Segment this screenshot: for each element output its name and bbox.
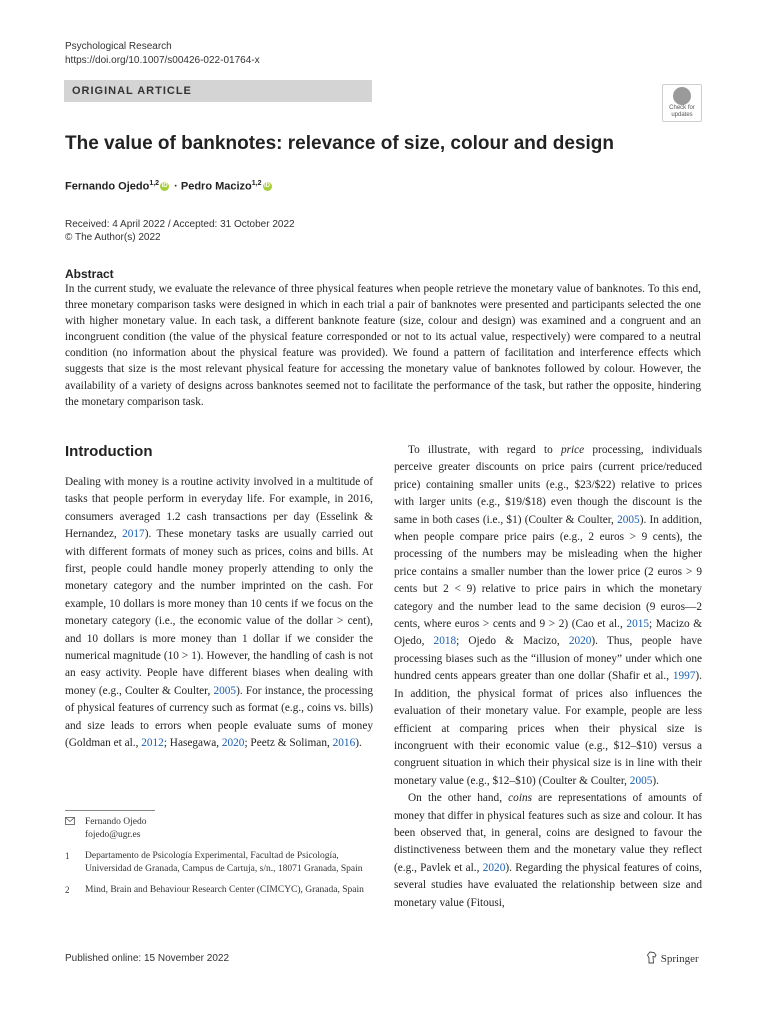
- emphasis: coins: [508, 792, 533, 805]
- citation-link[interactable]: 2005: [629, 774, 653, 787]
- body-text: ; Hasegawa,: [163, 737, 222, 750]
- body-text: To illustrate, with regard to: [408, 444, 561, 456]
- citation-link[interactable]: 2015: [626, 618, 650, 631]
- copyright-line: © The Author(s) 2022: [65, 232, 161, 243]
- contact-email[interactable]: fojedo@ugr.es: [85, 830, 141, 840]
- author-name[interactable]: Fernando Ojedo: [65, 180, 150, 193]
- footnote-divider: [65, 810, 155, 811]
- author-affiliation-marks: 1,2: [251, 180, 262, 187]
- envelope-icon: [65, 816, 85, 842]
- body-text: ). In addition, when people compare price pairs (e.g., 2 euros > 9 cents), the processing of the numbers may be misleading when the higher price contains a smaller number than the lower price (2 euros > 9 cents but 2 < 9) relative to price pairs in which the monetary category and the number lead to the same decision (9 euros—2 cents, where euros > cents and 9 > 2) (Cao et al.,: [394, 513, 702, 631]
- affiliation: [65, 850, 375, 876]
- publisher-name: Springer: [660, 953, 699, 965]
- journal-info: [65, 40, 260, 68]
- orcid-icon[interactable]: iD: [161, 183, 168, 190]
- badge-line2: updates: [671, 112, 693, 118]
- affiliation-text: Mind, Brain and Behaviour Research Center (CIMCYC), Granada, Spain: [85, 885, 364, 895]
- journal-name: Psychological Research: [65, 41, 172, 52]
- badge-line1: Check for: [669, 105, 695, 111]
- body-text: ).: [652, 774, 659, 787]
- published-date: Published online: 15 November 2022: [65, 953, 229, 964]
- abstract-heading: Abstract: [65, 267, 114, 281]
- body-text: ). In addition, the physical format of prices also influences the evaluation of their monetary value. For example, people are less efficient at comparing prices when their physical size is incongruent with their economic value (e.g., $12–$10) versus a congruent situation in which their physical size is in line with their monetary value (e.g., $12–$10) (Coulter & Coulter,: [394, 670, 702, 787]
- body-text: ). These monetary tasks are usually carried out with different formats of money such as prices, coins and bills. At first, people could handle money properly attending to only the monetary category and the number imprinted on the cash. For example, 10 dollars is more money than 10 cents if we focus on the monetary category (i.e., the economic value of the dollar > cent), and 10 dollars is more money than 1 dollar if we consider the numerical magnitude (10 > 1). However, the handling of cash is not an easy activity. People have different biases when dealing with money (e.g., Coulter & Coulter,: [65, 528, 374, 697]
- springer-horse-icon: [646, 951, 658, 964]
- citation-link[interactable]: 2020: [221, 737, 245, 750]
- affiliation-text: Departamento de Psicología Experimental, Facultad de Psicología, Universidad de Granada, Campus de Cartuja, s/n., 18071 Granada, Spain: [85, 851, 363, 874]
- author-separator: ·: [171, 180, 181, 193]
- body-text: ). Regarding the physical features of coins, several studies have evaluated the relationship between size and monetary value (Fitousi,: [394, 861, 702, 909]
- body-text: ; Peetz & Soliman,: [244, 737, 333, 750]
- citation-link[interactable]: 2016: [332, 737, 356, 750]
- footnotes: [65, 816, 375, 905]
- citation-link[interactable]: 1997: [672, 670, 696, 683]
- received-accepted-dates: Received: 4 April 2022 / Accepted: 31 October 2022: [65, 219, 295, 230]
- article-type-label: ORIGINAL ARTICLE: [64, 80, 372, 102]
- body-text: ). Thus, people have processing biases such as the “illusion of money” under which one hundred cents appears greater than one dollar (Shafir et al.,: [394, 635, 702, 683]
- author-list: [65, 180, 274, 193]
- abstract-text: In the current study, we evaluate the relevance of three physical features when people retrieve the monetary value of banknotes. To this end, three monetary comparison tasks were designed in which in each trial a pair of banknotes were presented and participants selected the one with higher monetary value. In each task, a different banknote feature (size, colour and design) was examined and a congruent and an incongruent condition (the value of the physical feature corresponded or not to its actual value, respectively) were compared to a neutral condition (no information about the physical feature was provided). We found a pattern of facilitation and interference effects which suggests that size is the most relevant physical feature for accessing the monetary value of banknotes followed by colour. However, the availability of a variety of designs across banknotes seemed not to facilitate the performance of the task, but rather the opposite, hindering the monetary comparison task.: [65, 283, 701, 408]
- citation-link[interactable]: 2018: [433, 635, 457, 648]
- citation-link[interactable]: 2012: [141, 737, 164, 750]
- citation-link[interactable]: 2005: [213, 684, 237, 697]
- orcid-icon[interactable]: iD: [264, 183, 270, 190]
- body-text: ). For instance, the processing of physical features of currency such as format (e.g., coins vs. bills) and size leads to errors when people evaluate sums of money (Goldman et al.,: [65, 684, 374, 750]
- right-column: [394, 442, 702, 912]
- citation-link[interactable]: 2017: [122, 528, 145, 541]
- body-text: Dealing with money is a routine activity involved in a multitude of tasks that people perform in everyday life. For example, in 2016, consumers averaged 1.2 cash transactions per day (Esselink & Hernandez,: [65, 476, 373, 541]
- introduction-heading: Introduction: [65, 443, 153, 460]
- body-text: ; Ojedo & Macizo,: [456, 635, 569, 648]
- citation-link[interactable]: 2005: [617, 513, 640, 526]
- citation-link[interactable]: 2020: [568, 635, 592, 648]
- author-name[interactable]: Pedro Macizo: [180, 180, 252, 193]
- author-affiliation-marks: 1,2: [149, 180, 160, 187]
- intro-paragraph: [394, 790, 702, 912]
- article-title: The value of banknotes: relevance of size, colour and design: [65, 133, 615, 154]
- check-updates-icon: [673, 87, 691, 105]
- body-text: are representations of amounts of money that differ in physical features such as size and colour. It has been observed that, in general, coins are designed to favour the distinctiveness between them and the monetary value they reflect (e.g., Pavlek et al.,: [394, 792, 702, 874]
- body-text: ; Macizo & Ojedo,: [394, 618, 702, 648]
- intro-paragraph: [65, 474, 373, 753]
- emphasis: price: [560, 444, 585, 456]
- affiliation-number: 2: [65, 885, 70, 895]
- body-text: ).: [355, 737, 362, 750]
- contact-name: Fernando Ojedo: [85, 817, 147, 827]
- body-text: On the other hand,: [408, 792, 509, 805]
- check-for-updates-badge[interactable]: [662, 84, 702, 122]
- doi-link[interactable]: https://doi.org/10.1007/s00426-022-01764-x: [65, 55, 260, 66]
- affiliation: [65, 884, 375, 897]
- citation-link[interactable]: 2020: [482, 861, 506, 874]
- corresponding-author: [65, 816, 375, 842]
- intro-paragraph: [394, 442, 702, 790]
- article-dates: [65, 218, 295, 244]
- affiliation-number: 1: [65, 851, 70, 861]
- publisher-logo[interactable]: [646, 951, 699, 965]
- body-text: processing, individuals perceive greater discounts on price pairs (current price/reduced price) containing smaller units (e.g., $23/$22) relative to prices with larger units (e.g., $19/$18) even though the discount is the same in both cases (i.e., $1) (Coulter & Coulter,: [394, 444, 702, 526]
